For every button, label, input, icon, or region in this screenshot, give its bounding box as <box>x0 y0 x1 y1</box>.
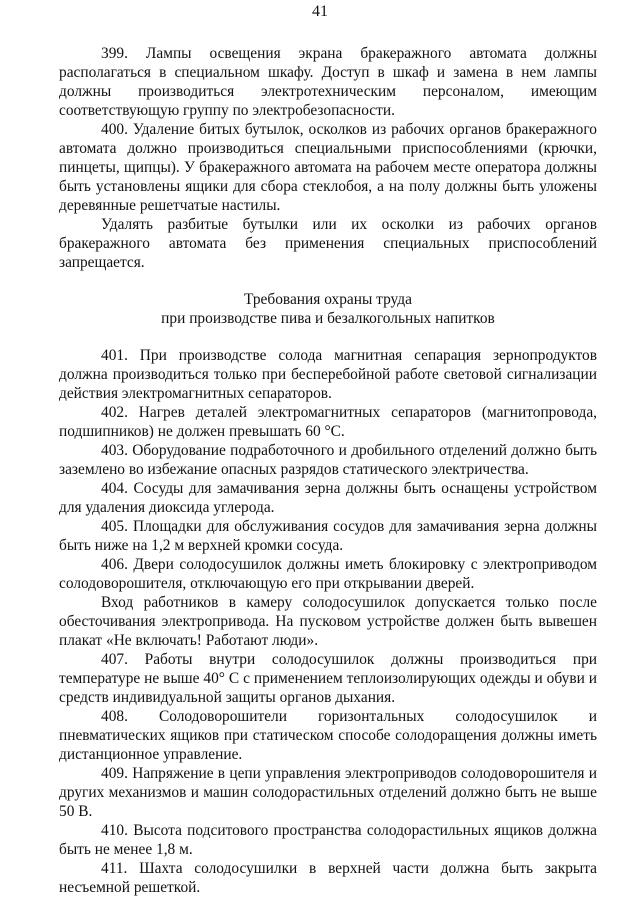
paragraph-406: 406. Двери солодосушилок должны иметь блокировку с электроприводом солодоворошителя, отключающую его при открывании дверей. <box>59 556 597 592</box>
paragraph-400: 400. Удаление битых бутылок, осколков из рабочих органов бракеражного автомата должно производиться специальными приспособлениями (крючки, пинцеты, щипцы). У бракеражного автомата на рабочем месте оператора должны быть установлены ящики для сбора стеклобоя, а на полу должны быть уложены деревянные решетчатые настилы. <box>59 121 597 214</box>
section-heading <box>59 290 597 328</box>
page-number: 41 <box>312 3 328 20</box>
document-body <box>59 44 597 897</box>
paragraph-405: 405. Площадки для обслуживания сосудов для замачивания зерна должны быть ниже на 1,2 м верхней кромки сосуда. <box>59 518 597 554</box>
paragraph-400-continued: Удалять разбитые бутылки или их осколки из рабочих органов бракеражного автомата без применения специальных приспособлений запрещается. <box>59 216 597 271</box>
paragraph-408: 408. Солодоворошители горизонтальных солодосушилок и пневматических ящиков при статическом способе солодоращения должны иметь дистанционное управление. <box>59 708 597 763</box>
section-heading-line-1: Требования охраны труда <box>244 291 412 308</box>
paragraph-406-continued: Вход работников в камеру солодосушилок допускается только после обесточивания электропривода. На пусковом устройстве должен быть вывешен плакат «Не включать! Работают люди». <box>59 594 597 649</box>
paragraph-403: 403. Оборудование подработочного и дробильного отделений должно быть заземлено во избежание опасных разрядов статического электричества. <box>59 442 597 478</box>
paragraph-402: 402. Нагрев деталей электромагнитных сепараторов (магнитопровода, подшипников) не должен превышать 60 °С. <box>59 404 597 440</box>
paragraph-410: 410. Высота подситового пространства солодорастильных ящиков должна быть не менее 1,8 м. <box>59 822 597 858</box>
section-heading-line-2: при производстве пива и безалкогольных напитков <box>161 310 495 327</box>
paragraph-399: 399. Лампы освещения экрана бракеражного автомата должны располагаться в специальном шкафу. Доступ в шкаф и замена в нем лампы должны производиться электротехническим персоналом, имеющим соответствующую группу по электробезопасности. <box>59 45 597 119</box>
paragraph-411: 411. Шахта солодосушилки в верхней части должна быть закрыта несъемной решеткой. <box>59 860 597 896</box>
paragraph-407: 407. Работы внутри солодосушилок должны производиться при температуре не выше 40° С с применением теплоизолирующих одежды и обуви и средств индивидуальной защиты органов дыхания. <box>59 651 597 706</box>
paragraph-404: 404. Сосуды для замачивания зерна должны быть оснащены устройством для удаления диоксида углерода. <box>59 480 597 516</box>
paragraph-409: 409. Напряжение в цепи управления электроприводов солодоворошителя и других механизмов и машин солодорастильных отделений должно быть не выше 50 В. <box>59 765 597 820</box>
paragraph-401: 401. При производстве солода магнитная сепарация зернопродуктов должна производиться только при бесперебойной работе световой сигнализации действия электромагнитных сепараторов. <box>59 347 597 402</box>
